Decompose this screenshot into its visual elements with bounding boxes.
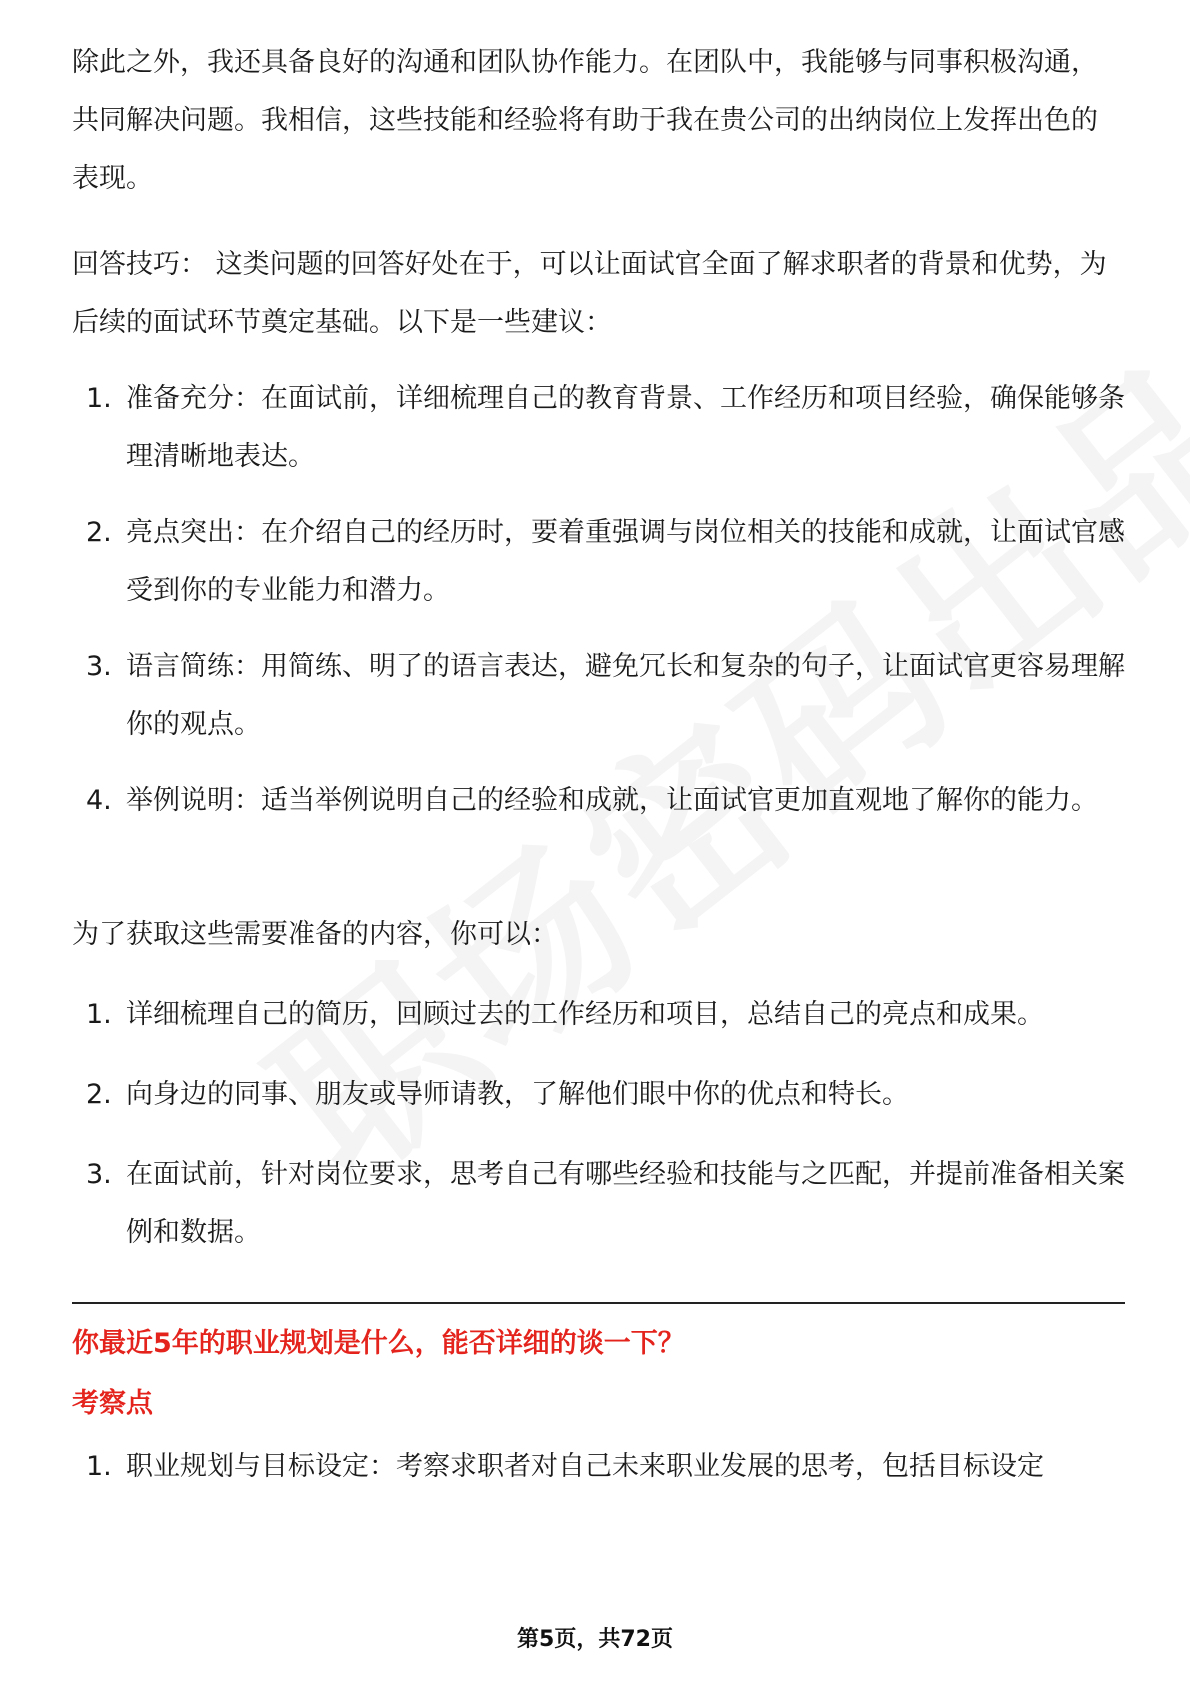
examine-heading: 考察点 [72, 1388, 153, 1419]
list-text: 在面试前，针对岗位要求，思考自己有哪些经验和技能与之匹配，并提前准备相关案例和数据。 [126, 1159, 1125, 1248]
list-number: 4. [86, 785, 112, 816]
prep-paragraph: 为了获取这些需要准备的内容，你可以： [72, 919, 558, 950]
tips-paragraph: 回答技巧： 这类问题的回答好处在于，可以让面试官全面了解求职者的背景和优势，为后续的面试环节奠定基础。以下是一些建议： [72, 249, 1107, 338]
list-text: 语言简练：用简练、明了的语言表达，避免冗长和复杂的句子，让面试官更容易理解你的观点。 [126, 651, 1125, 740]
list-text: 详细梳理自己的简历，回顾过去的工作经历和项目，总结自己的亮点和成果。 [126, 999, 1044, 1030]
list-text: 职业规划与目标设定：考察求职者对自己未来职业发展的思考，包括目标设定 [126, 1451, 1044, 1482]
list-number: 3. [86, 1159, 112, 1190]
list-item [72, 772, 1122, 830]
page-footer: 第5页，共72页 [517, 1627, 673, 1652]
list-number: 2. [86, 1079, 112, 1110]
list-number: 3. [86, 651, 112, 682]
list-text: 举例说明：适当举例说明自己的经验和成就，让面试官更加直观地了解你的能力。 [126, 785, 1098, 816]
list-item [72, 638, 1125, 754]
list-item [72, 986, 1122, 1044]
list-item [72, 1066, 1122, 1124]
intro-paragraph: 除此之外，我还具备良好的沟通和团队协作能力。在团队中，我能够与同事积极沟通，共同解决问题。我相信，这些技能和经验将有助于我在贵公司的出纳岗位上发挥出色的表现。 [72, 47, 1098, 194]
list-text: 向身边的同事、朋友或导师请教，了解他们眼中你的优点和特长。 [126, 1079, 909, 1110]
list-number: 1. [86, 999, 112, 1030]
list-number: 2. [86, 517, 112, 548]
list-item [72, 1146, 1125, 1262]
question-title: 你最近5年的职业规划是什么，能否详细的谈一下？ [72, 1328, 685, 1359]
section-divider [72, 1302, 1125, 1304]
list-text: 准备充分：在面试前，详细梳理自己的教育背景、工作经历和项目经验，确保能够条理清晰地表达。 [126, 383, 1125, 472]
list-item [72, 504, 1125, 620]
list-item [72, 1438, 1122, 1496]
list-item [72, 370, 1125, 486]
list-text: 亮点突出：在介绍自己的经历时，要着重强调与岗位相关的技能和成就，让面试官感受到你的专业能力和潜力。 [126, 517, 1125, 606]
list-number: 1. [86, 1451, 112, 1482]
list-number: 1. [86, 383, 112, 414]
